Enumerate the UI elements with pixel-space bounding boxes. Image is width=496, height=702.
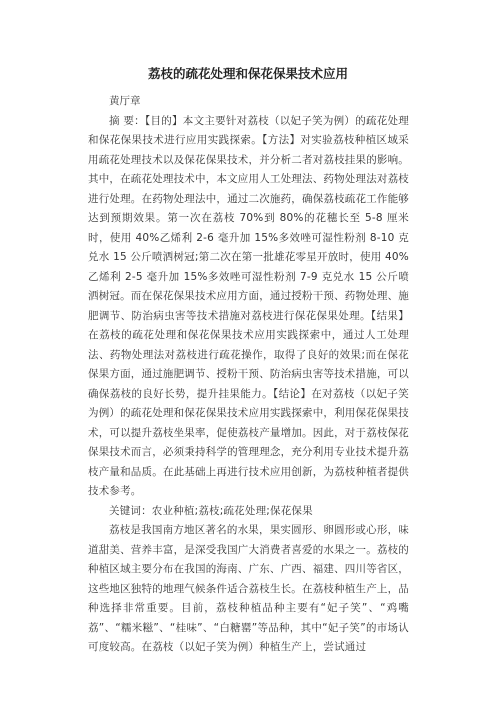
intro-paragraph: 荔枝是我国南方地区著名的水果，果实圆形、卵圆形或心形，味道甜美、营养丰富，是深受我国广大消费者喜爱的水果之一。荔枝的种植区域主要分布在我国的海南、广东、广西、福建、四川等省区，这些地区独特的地理气候条件适合荔枝生长。在荔枝种植生产上，品种选择非常重要。目前，荔枝种植品种主要有“妃子笑”、“鸡嘴荔”、“糯米糍”、“桂味”、“白糖罂”等品种，其中“妃子笑”的市场认可度较高。在荔枝（以妃子笑为例）种植生产上，尝试通过 (88, 524, 409, 653)
document-body (88, 92, 409, 658)
page-title: 荔枝的疏花处理和保花保果技术应用 (147, 66, 348, 81)
abstract-paragraph: 摘 要：【目的】本文主要针对荔枝（以妃子笑为例）的疏花处理和保花保果技术进行应用实践探索。【方法】对实验荔枝种植区域采用疏花处理技术以及保花保果技术，并分析二者对荔枝挂果的影响。其中，在疏花处理技术中，本文应用人工处理法、药物处理法对荔枝进行处理。在药物处理法中，通过二次施药，确保荔枝疏花工作能够达到预期效果。第一次在荔枝 70%到 80%的花穗长至 5-8 厘米时，使用 40%乙烯利 2-6 毫升加 15%多效唑可湿性粉剂 8-10 克兑水 15 公斤喷洒树冠;第二次在第一批雄花零星开放时，使用 40%乙烯利 2-5 毫升加 15%多效唑可湿性粉剂 7-9 克兑水 15 公斤喷洒树冠。而在保花保果技术应用方面，通过授粉干预、药物处理、施肥调节、防治病虫害等技术措施对荔枝进行保花保果处理。【结果】在荔枝的疏花处理和保花保果技术应用实践探索中，通过人工处理法、药物处理法对荔枝进行疏花操作，取得了良好的效果;而在保花保果方面，通过施肥调节、授粉干预、防治病虫害等技术措施，可以确保荔枝的良好长势，提升挂果能力。【结论】在对荔枝（以妃子笑为例）的疏花处理和保花保果技术应用实践探索中，利用保花保果技术，可以提升荔枝坐果率，促使荔枝产量增加。因此，对于荔枝保花保果技术而言，必须秉持科学的管理理念，充分利用专业技术提升荔枝产量和品质。在此基础上再进行技术应用创新，为荔枝种植者提供技术参考。 (88, 114, 409, 497)
author-name: 黄厅章 (109, 95, 141, 107)
keywords-paragraph: 关键词：农业种植;荔枝;疏花处理;保花保果 (109, 504, 313, 517)
